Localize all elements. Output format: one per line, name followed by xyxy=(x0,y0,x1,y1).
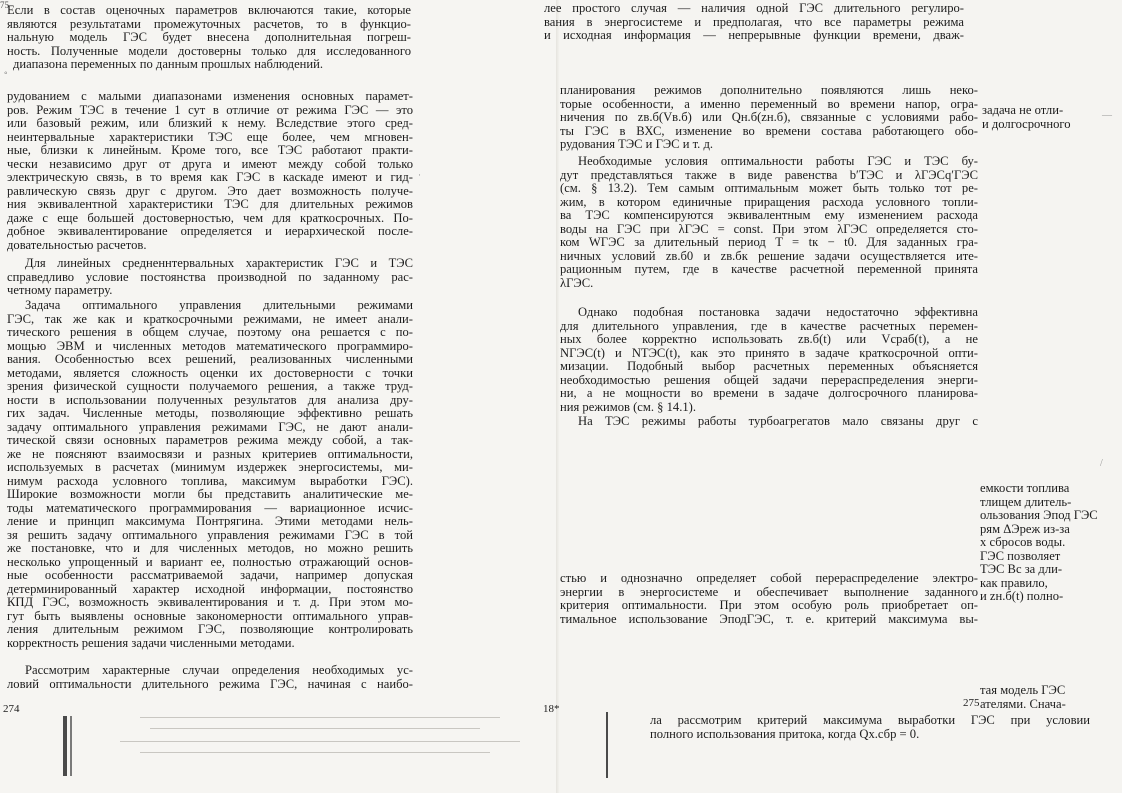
text-line: методами, является сложность оценки их достоверности с точки xyxy=(7,366,413,380)
text-line: электрическую связь, в то время как ГЭС в каскаде имеют и гид- xyxy=(7,171,413,184)
page-number-left: 274 xyxy=(3,703,20,715)
text-line: емкости топлива xyxy=(980,482,1070,495)
text-line: ния эквивалентной характеристики ТЭС для длительных режимов xyxy=(7,198,413,211)
text-line: диапазона переменных по данным прошлых наблюдений. xyxy=(13,58,324,71)
text-line: нальную модель ГЭС будет внесена дополнительная погреш- xyxy=(7,31,411,44)
text-line: Необходимые условия оптимальности работы ГЭС и ТЭС бу- xyxy=(578,155,978,168)
bleed-through-line xyxy=(150,728,480,729)
text-line: ва ТЭС компенсируются эквивалентным ему изменением расхода xyxy=(560,209,978,222)
left-paragraph-3 xyxy=(7,257,413,298)
margin-bullet-icon: ◦ xyxy=(4,68,8,79)
text-line: ТЭС Bс за дли- xyxy=(980,563,1063,576)
text-line: энергии в энергосистеме и обеспечивает выполнение заданного xyxy=(560,585,978,599)
text-line: ла рассмотрим критерий максимума выработки ГЭС при условии xyxy=(650,714,1090,727)
text-line: используемых в расчетах (минимум издержек энергосистемы, ми- xyxy=(7,461,413,474)
page-number-right: 275 xyxy=(963,697,980,709)
side-fragment-middle xyxy=(980,482,1122,604)
text-line: λГЭС. xyxy=(560,276,594,290)
text-line: торые особенности, а именно переменный во времени напор, огра- xyxy=(560,97,978,111)
left-paragraph-2 xyxy=(7,90,413,252)
text-line: мизации. Подобный выбор расчетных переменных объясняется xyxy=(560,360,978,373)
text-line: вания в энергосистеме и предполагая, что все параметры режима xyxy=(544,15,964,29)
text-line: Задача оптимального управления длительными режимами xyxy=(25,299,413,312)
text-line: тлищем длитель- xyxy=(980,495,1072,509)
text-line: (см. § 13.2). Тем самым оптимальным может быть только тот ре- xyxy=(560,182,978,195)
right-paragraph-d xyxy=(560,415,978,429)
left-page xyxy=(0,0,560,793)
text-line: тического решения в общем случае, поэтому она решается с по- xyxy=(7,326,413,339)
text-line: задача не отли- xyxy=(982,104,1064,117)
text-line: мощью ЭВМ и численных методов математического программиро- xyxy=(7,339,413,353)
text-line: ничения по zв.б(Vв.б) или Qн.б(zн.б), связанные с условиями рабо- xyxy=(560,111,978,124)
text-line: добное эквивалентирование определяется и иерархической после- xyxy=(7,225,413,238)
text-line: х сбросов воды. xyxy=(980,536,1066,549)
text-line: рудования ТЭС и ГЭС и т. д. xyxy=(560,138,714,151)
text-line: NГЭС(t) и NТЭС(t), как это принято в задаче краткосрочной опти- xyxy=(560,346,978,360)
text-line: или базовый режим, или близкий к нему. Вследствие этого сред- xyxy=(7,117,413,130)
text-line: Однако подобная постановка задачи недостаточно эффективна xyxy=(578,306,978,319)
top-marker: 75 xyxy=(0,0,9,10)
right-paragraph-b xyxy=(560,155,978,290)
right-page xyxy=(543,0,1122,793)
text-line: тоды математического программирования — вариационное исчис- xyxy=(7,501,413,515)
text-line: тимальное использование ЭподГЭС, т. е. критерий максимума вы- xyxy=(560,612,978,626)
text-line: и долгосрочного xyxy=(982,117,1071,131)
text-line: планирования режимов дополнительно появляются лишь неко- xyxy=(560,84,978,97)
left-paragraph-5 xyxy=(7,664,413,691)
bleed-through-line xyxy=(120,741,520,742)
text-line: Широкие возможности могли бы представить аналитические ме- xyxy=(7,488,413,501)
right-paragraph-f xyxy=(650,714,1090,741)
text-line: тической связи основных параметров режима между собой, а так- xyxy=(7,434,413,447)
scan-bar-left-thin xyxy=(70,716,72,776)
text-line: нимум расхода условного топлива, максимум выработки ГЭС). xyxy=(7,474,413,488)
text-line: стью и однозначно определяет собой перераспределение электро- xyxy=(560,572,978,585)
text-line: Для линейных средненнтервальных характеристик ГЭС и ТЭС xyxy=(25,257,413,270)
text-line: ности в использовании полученных результатов для анализа дру- xyxy=(7,393,413,407)
text-line: воды на ГЭС при λГЭС = const. При этом λГЭС определяется сто- xyxy=(560,222,978,236)
text-line: же постановке, что и для численных методов, но можно решить xyxy=(7,542,413,555)
text-line: для длительного управления, где в качестве расчетных перемен- xyxy=(560,319,978,333)
text-line: корректность решения задачи численными методами. xyxy=(7,636,295,650)
text-line: неинтервальные характеристики ТЭС еще более, чем мгновен- xyxy=(7,130,413,144)
text-line: даже с еще большей достоверностью, чем для краткосрочных. По- xyxy=(7,211,413,225)
text-line: являются результатами промежуточных расчетов, то в функцио- xyxy=(7,17,411,31)
text-line: ления длительным режимом ГЭС, позволяющие контролировать xyxy=(7,623,413,636)
text-line: ты ГЭС в ВХС, изменение во времени состава работающего обо- xyxy=(560,124,978,138)
right-paragraph-c xyxy=(560,306,978,414)
text-line: критерия оптимальности. При этом особую роль приобретает оп- xyxy=(560,599,978,612)
text-line: же не поясняют взаимосвязи и разных критериев оптимальности, xyxy=(7,447,413,461)
text-line: жим, в котором единичные приращения расхода условного топли- xyxy=(560,195,978,209)
text-line: дут представляться также в виде равенства b′ТЭС и λГЭСq′ГЭС xyxy=(560,168,978,182)
text-line: несколько упрощенный и вариант ее, полностью отражающий основ- xyxy=(7,555,413,569)
text-line: полного использования притока, когда Qх.сбр = 0. xyxy=(650,727,920,741)
text-line: детерминированный характер исходной информации, постоянство xyxy=(7,582,413,596)
text-line: гут быть выявлены основные закономерности оптимального управ- xyxy=(7,609,413,623)
text-line: рям ΔЭреж из-за xyxy=(980,522,1070,536)
text-line: четному параметру. xyxy=(7,284,113,297)
text-line: ловий оптимальности длительного режима ГЭС, начиная с наибо- xyxy=(7,677,413,691)
text-line: ользования Эпод ГЭС xyxy=(980,509,1098,522)
text-line: задачу оптимального управления режимами ГЭС, не дают анали- xyxy=(7,420,413,434)
text-line: ни, а не мощности во времени в задаче долгосрочного планирова- xyxy=(560,387,978,400)
bleed-through-line xyxy=(140,717,500,718)
text-line: тая модель ГЭС xyxy=(980,684,1066,697)
text-line: ление и принцип максимума Понтрягина. Этими методами нель- xyxy=(7,515,413,528)
text-line: вания. Особенностью всех решений, реализованных численными xyxy=(7,353,413,366)
text-line: лее простого случая — наличия одной ГЭС длительного регулиро- xyxy=(544,2,964,15)
text-line: ные, близки к линейным. Кроме того, все ТЭС работают практи- xyxy=(7,144,413,157)
text-line: равлическую связь друг с другом. Это дает возможность получе- xyxy=(7,184,413,198)
text-line: зрения физической сущности получаемого решения, а также труд- xyxy=(7,380,413,393)
text-line: ров. Режим ТЭС в течение 1 сут в отличие от режима ГЭС — это xyxy=(7,103,413,117)
text-line: ных более корректно использовать zв.б(t) или Vсраб(t), а не xyxy=(560,333,978,346)
side-fragment-bottom xyxy=(980,684,1122,711)
right-top-paragraph xyxy=(544,2,964,43)
text-line: ные особенности рассматриваемой задачи, например допуская xyxy=(7,569,413,582)
text-line: ность. Полученные модели достоверны только для исследованного xyxy=(7,44,411,58)
text-line: ГЭС, так же как и краткосрочными режимами, не имеет анали- xyxy=(7,312,413,326)
text-line: ком WГЭС за длительный период T = tк − t0. Для заданных гра- xyxy=(560,236,978,249)
text-line: ничных условий zв.б0 и zв.бк решение задачи осуществляется ите- xyxy=(560,249,978,263)
text-line: зя решить задачу оптимального управления режимами ГЭС в той xyxy=(7,528,413,542)
text-line: справедливо условие постоянства производной по заданному рас- xyxy=(7,270,413,284)
text-line: КПД ГЭС, возможность эквивалентирования и т. д. При этом мо- xyxy=(7,596,413,609)
right-paragraph-a xyxy=(560,84,978,152)
text-line: необходимостью решения общей задачи перераспределения энерги- xyxy=(560,373,978,387)
side-fragment-top xyxy=(982,104,1122,131)
text-line: рационным путем, где в качестве расчетной переменной принята xyxy=(560,263,978,276)
text-line: и исходная информация — непрерывные функции времени, дваж- xyxy=(544,29,964,42)
signature-mark: 18* xyxy=(543,703,560,715)
text-line: ГЭС позволяет xyxy=(980,549,1061,563)
text-line: ния режимов (см. § 14.1). xyxy=(560,400,696,414)
scan-bar-left xyxy=(63,716,67,776)
margin-slash-icon: / xyxy=(1100,458,1103,469)
bleed-through-line xyxy=(140,752,490,753)
text-line: рудованием с малыми диапазонами изменения основных парамет- xyxy=(7,90,413,103)
text-line: довательностью расчетов. xyxy=(7,238,147,252)
text-line: чески независимо друг от друга и имеют между собой только xyxy=(7,157,413,171)
text-line: Если в состав оценочных параметров включаются такие, которые xyxy=(7,4,411,17)
text-line: ателями. Снача- xyxy=(980,697,1066,711)
text-line: гих задач. Численные методы, позволяющие эффективно решать xyxy=(7,407,413,420)
scan-bar-right xyxy=(606,712,608,778)
left-paragraph-4 xyxy=(7,299,413,650)
right-paragraph-e xyxy=(560,572,978,626)
text-line: На ТЭС режимы работы турбоагрегатов мало связаны друг с xyxy=(578,415,978,428)
text-line: Рассмотрим характерные случаи определения необходимых ус- xyxy=(25,664,413,677)
text-line: и zн.б(t) полно- xyxy=(980,590,1064,603)
text-line: как правило, xyxy=(980,576,1048,590)
left-paragraph-1 xyxy=(7,4,411,72)
scan-speck: · xyxy=(418,170,421,180)
margin-dash-icon: — xyxy=(1102,110,1112,121)
